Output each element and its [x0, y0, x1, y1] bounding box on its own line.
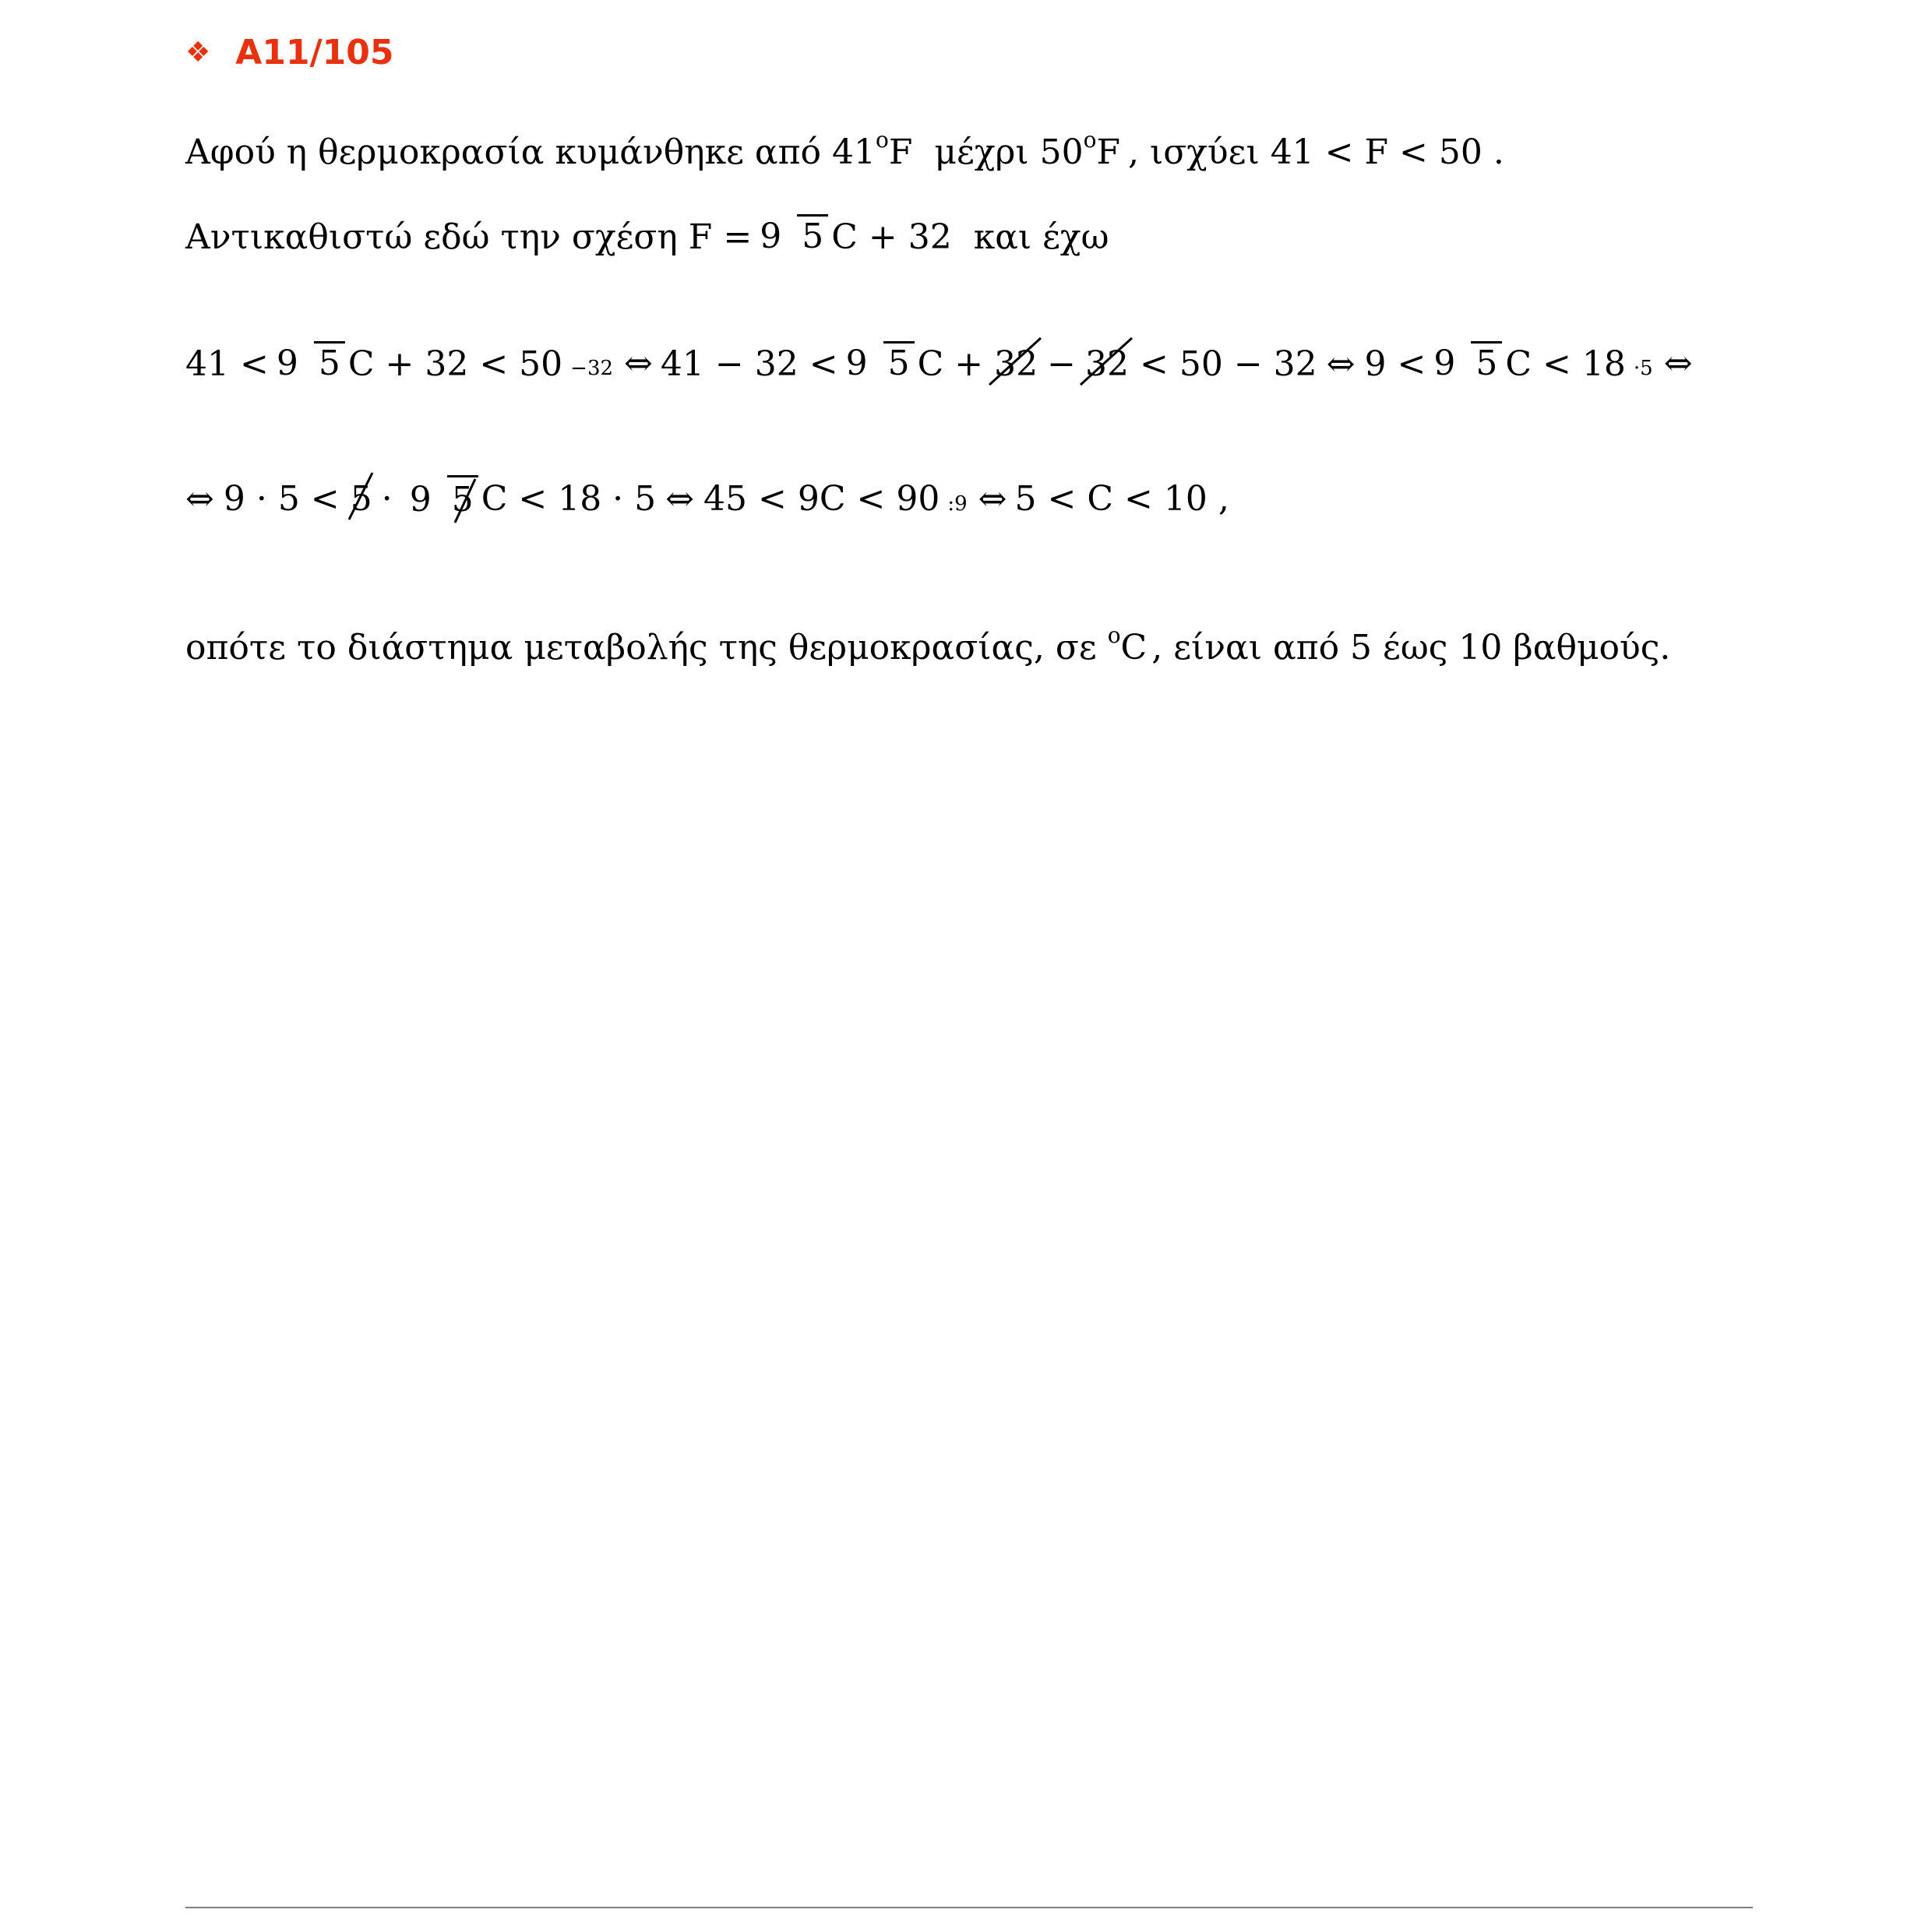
- text-substitute: Αντικαθιστώ εδώ την σχέση: [185, 217, 678, 257]
- cancelled-term: 5: [351, 479, 372, 519]
- dot-operator: ·: [381, 479, 393, 519]
- strike-mark-icon: [346, 473, 377, 524]
- text-intro: Αφού η θερμοκρασία κυμάνθηκε από: [185, 132, 822, 172]
- degree-symbol: o: [876, 127, 889, 153]
- expr: 45 < 9C < 90: [703, 479, 940, 519]
- equivalence-minus-32: −32 ⇔: [570, 343, 653, 383]
- cancelled-term: 32: [1085, 344, 1129, 384]
- fraction-9-5: 9 5: [755, 214, 828, 259]
- section-heading: [185, 30, 393, 76]
- expr: 9 <: [1364, 343, 1426, 384]
- heading-title: A11/105: [235, 33, 394, 72]
- fraction-9-over-cancelled-5: 9 5: [405, 475, 478, 523]
- strike-mark-icon: [452, 479, 483, 530]
- expr: 9 · 5 <: [223, 479, 340, 519]
- sentence-range-fahrenheit: [185, 127, 1504, 172]
- fraction-9-5: 9 5: [272, 341, 345, 386]
- expr: 41 − 32 <: [660, 343, 838, 384]
- derivation-line-1: [185, 341, 1701, 386]
- equivalence-sign: ⇔: [1326, 343, 1356, 384]
- footer-rule: [185, 1907, 1753, 1908]
- sentence-conclusion: [185, 622, 1671, 668]
- minus-sign: −: [1047, 343, 1076, 384]
- strike-mark-icon: [1081, 338, 1135, 389]
- fraction-9-5: 9 5: [1429, 341, 1502, 386]
- expr: C +: [917, 343, 984, 384]
- equivalence-sign: ⇔: [185, 479, 214, 519]
- equivalence-times-5: ·5 ⇔: [1633, 343, 1693, 383]
- expr: 41 <: [185, 343, 269, 384]
- sentence-substitute: [185, 214, 1109, 259]
- expr: < 50 − 32: [1140, 343, 1317, 384]
- text-and-have: και έχω: [973, 217, 1109, 257]
- expr-result: 5 < C < 10 ,: [1014, 479, 1229, 519]
- text-holds: , ισχύει: [1127, 132, 1260, 172]
- expr: C < 18: [1505, 343, 1626, 384]
- formula-rhs: C + 32: [831, 217, 952, 257]
- expr: C < 18 · 5: [481, 479, 657, 519]
- degree-symbol: o: [1107, 622, 1121, 648]
- fraction-9-5: 9 5: [841, 341, 915, 386]
- temp-50: 50: [1039, 132, 1084, 172]
- diamond-bullet-icon: ❖: [185, 37, 211, 69]
- text-range: , είναι από 5 έως 10 βαθμούς.: [1151, 628, 1671, 668]
- expr: C + 32 < 50: [347, 343, 563, 384]
- cancelled-term: 32: [994, 344, 1038, 384]
- unit-f: F: [888, 132, 913, 172]
- derivation-line-2: [185, 475, 1229, 523]
- inequality-f: 41 < F < 50 .: [1270, 132, 1504, 172]
- temp-41: 41: [832, 132, 876, 172]
- text-conclusion: οπότε το διάστημα μεταβολής της θερμοκρασίας, σε: [185, 628, 1097, 668]
- unit-c: C: [1120, 628, 1148, 668]
- degree-symbol: o: [1083, 127, 1097, 153]
- equivalence-divide-9: :9 ⇔: [947, 478, 1007, 519]
- equivalence-sign: ⇔: [665, 479, 695, 519]
- formula-lhs: F =: [688, 217, 753, 257]
- text-until: μέχρι: [934, 132, 1029, 172]
- unit-f: F: [1096, 132, 1120, 172]
- strike-mark-icon: [989, 338, 1044, 389]
